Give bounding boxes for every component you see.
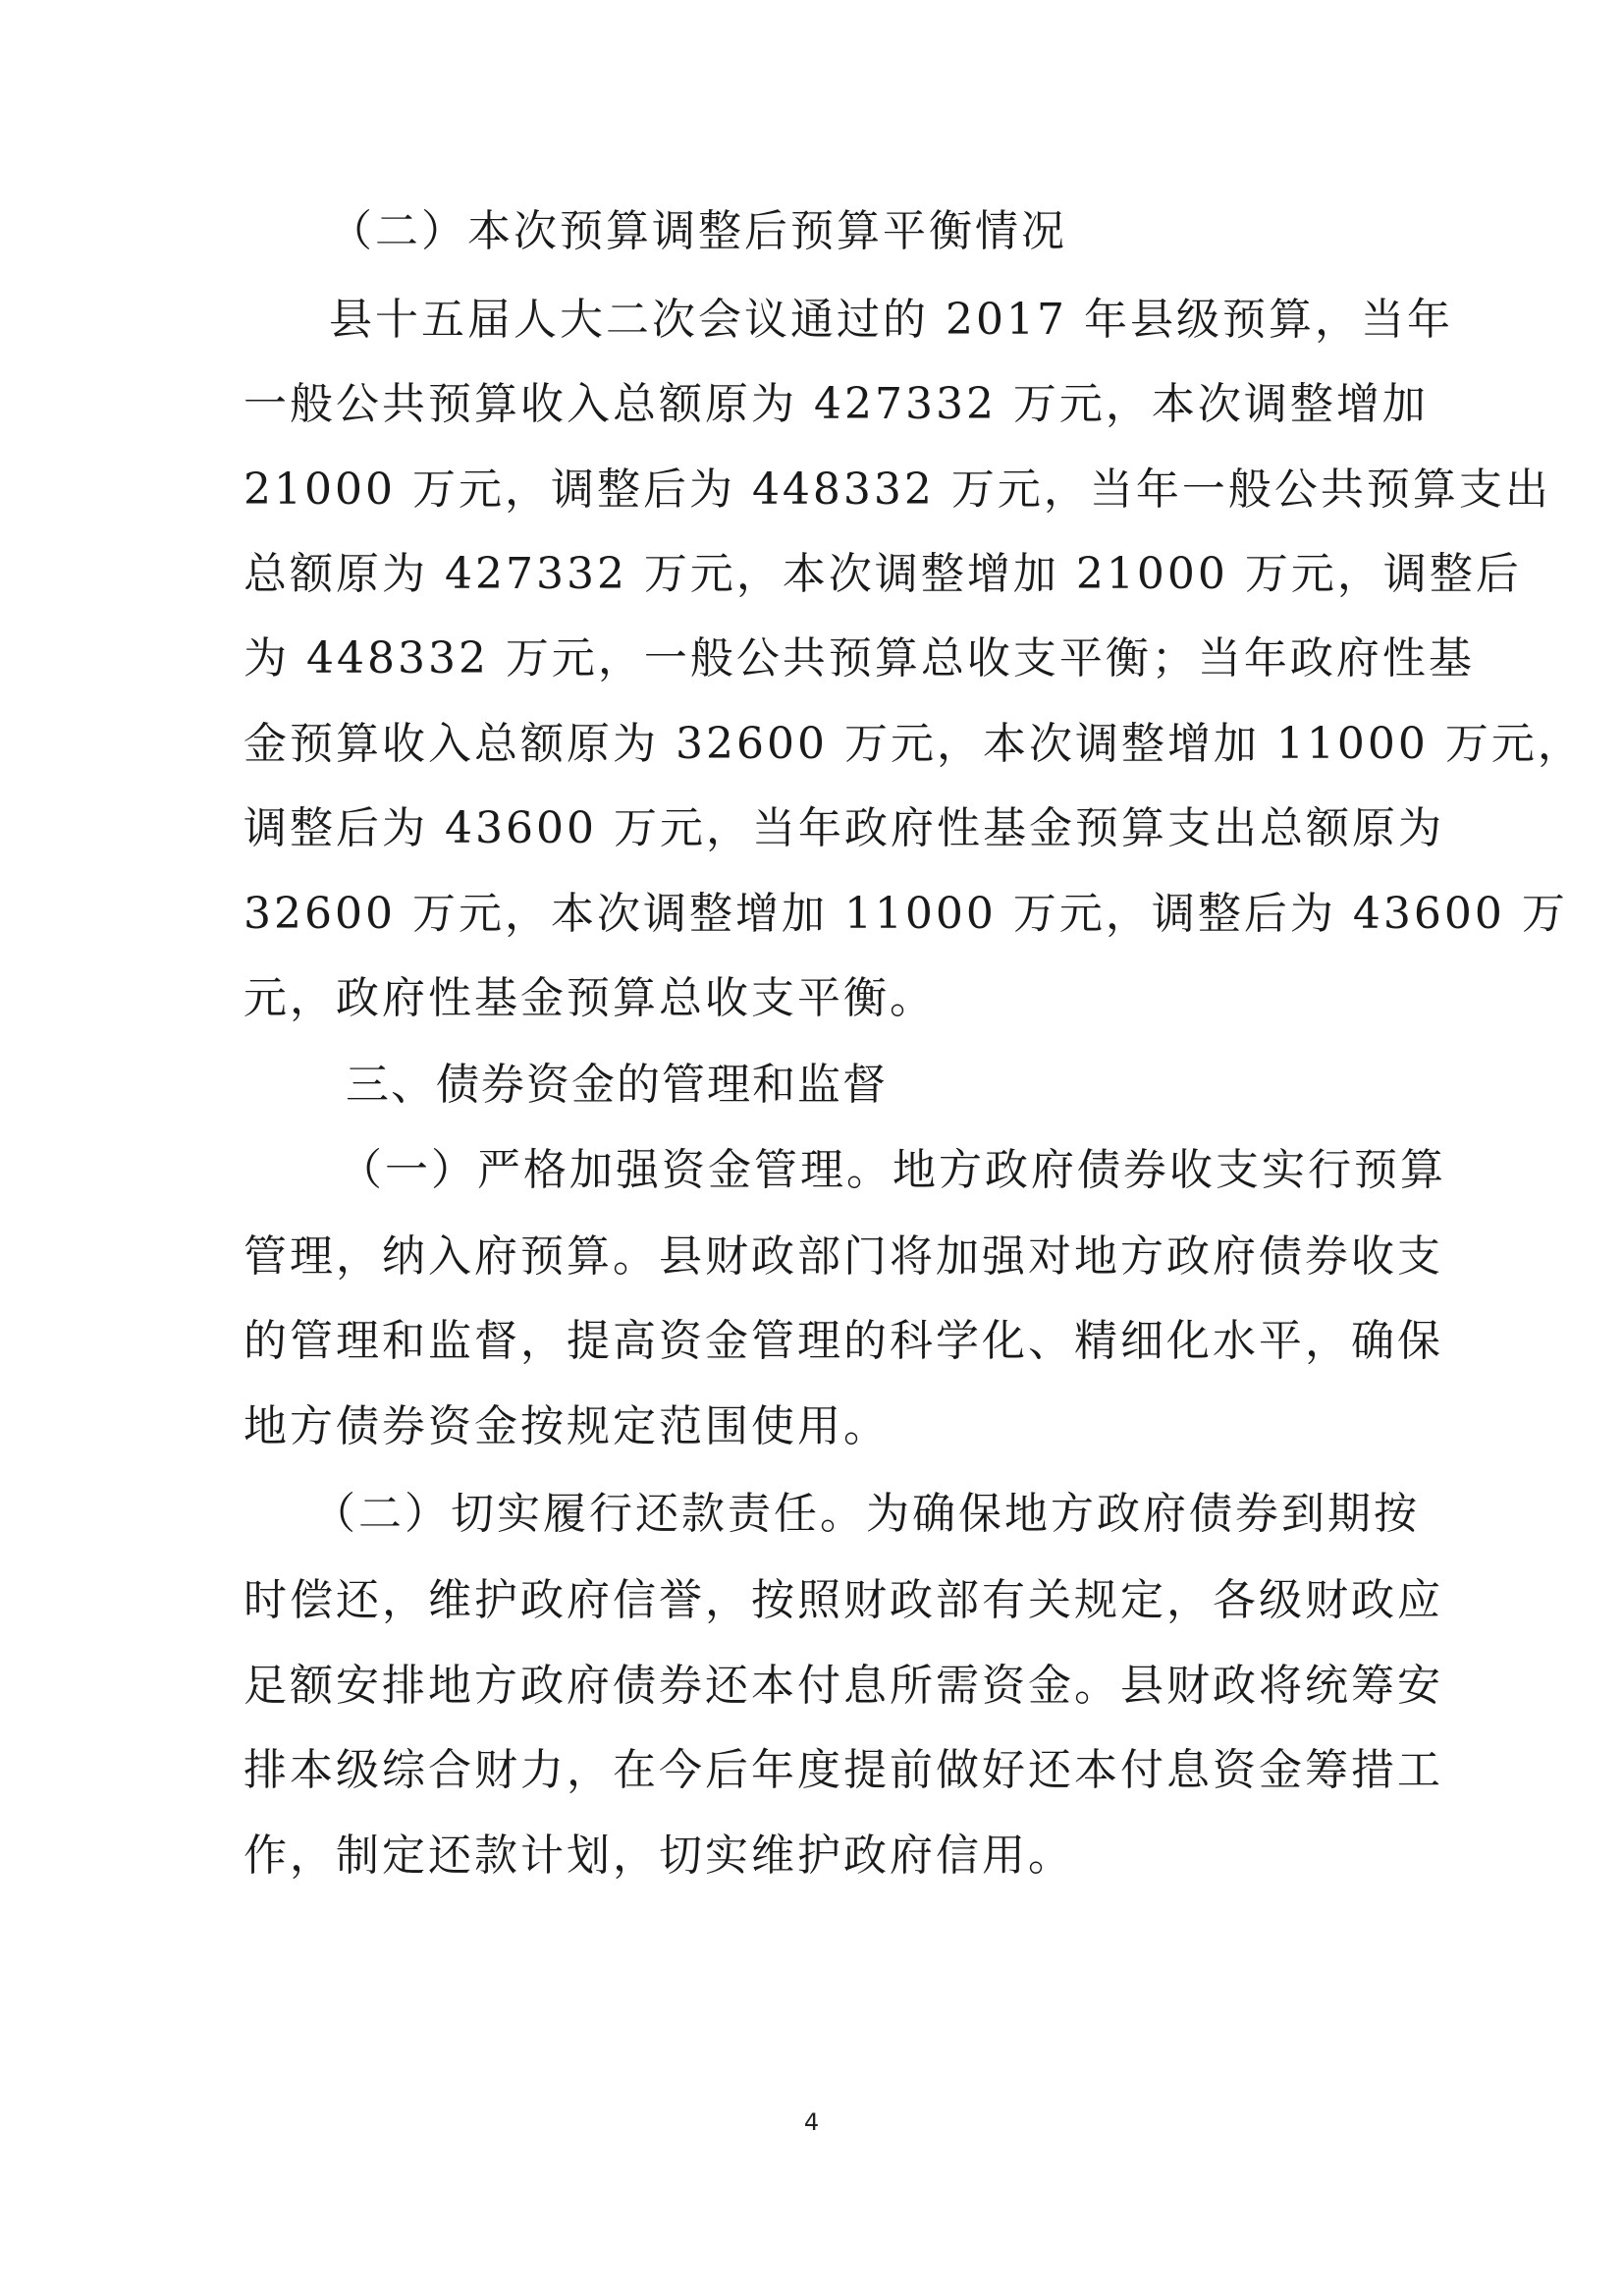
paragraph-line: 元，政府性基金预算总收支平衡。 [243, 973, 936, 1023]
paragraph-line: 时偿还，维护政府信誉，按照财政部有关规定，各级财政应 [243, 1575, 1443, 1625]
paragraph-line: 的管理和监督，提高资金管理的科学化、精细化水平，确保 [243, 1316, 1443, 1366]
paragraph-line: 地方债券资金按规定范围使用。 [243, 1401, 890, 1451]
paragraph-line: 总额原为 427332 万元，本次调整增加 21000 万元，调整后 [243, 549, 1522, 599]
paragraph-line: 县十五届人大二次会议通过的 2017 年县级预算，当年 [329, 295, 1453, 345]
paragraph-line: 排本级综合财力，在今后年度提前做好还本付息资金筹措工 [243, 1745, 1443, 1795]
paragraph-line: 调整后为 43600 万元，当年政府性基金预算支出总额原为 [243, 803, 1444, 853]
paragraph-line: 为 448332 万元，一般公共预算总收支平衡；当年政府性基 [243, 633, 1475, 683]
paragraph-line: （一）严格加强资金管理。地方政府债券收支实行预算 [339, 1145, 1446, 1195]
paragraph-line: 21000 万元，调整后为 448332 万元，当年一般公共预算支出 [243, 465, 1551, 515]
section-heading: 三、债券资金的管理和监督 [346, 1060, 888, 1110]
paragraph-line: 作，制定还款计划，切实维护政府信用。 [243, 1831, 1074, 1881]
page-number: 4 [803, 2108, 820, 2136]
paragraph-line: 金预算收入总额原为 32600 万元，本次调整增加 11000 万元， [243, 719, 1584, 769]
section-subheading: （二）本次预算调整后预算平衡情况 [329, 206, 1067, 256]
paragraph-line: （二）切实履行还款责任。为确保地方政府债券到期按 [312, 1489, 1420, 1539]
paragraph-line: 管理，纳入府预算。县财政部门将加强对地方政府债券收支 [243, 1231, 1443, 1282]
paragraph-line: 足额安排地方政府债券还本付息所需资金。县财政将统筹安 [243, 1661, 1443, 1711]
paragraph-line: 32600 万元，本次调整增加 11000 万元，调整后为 43600 万 [243, 889, 1568, 939]
paragraph-line: 一般公共预算收入总额原为 427332 万元，本次调整增加 [243, 379, 1429, 429]
